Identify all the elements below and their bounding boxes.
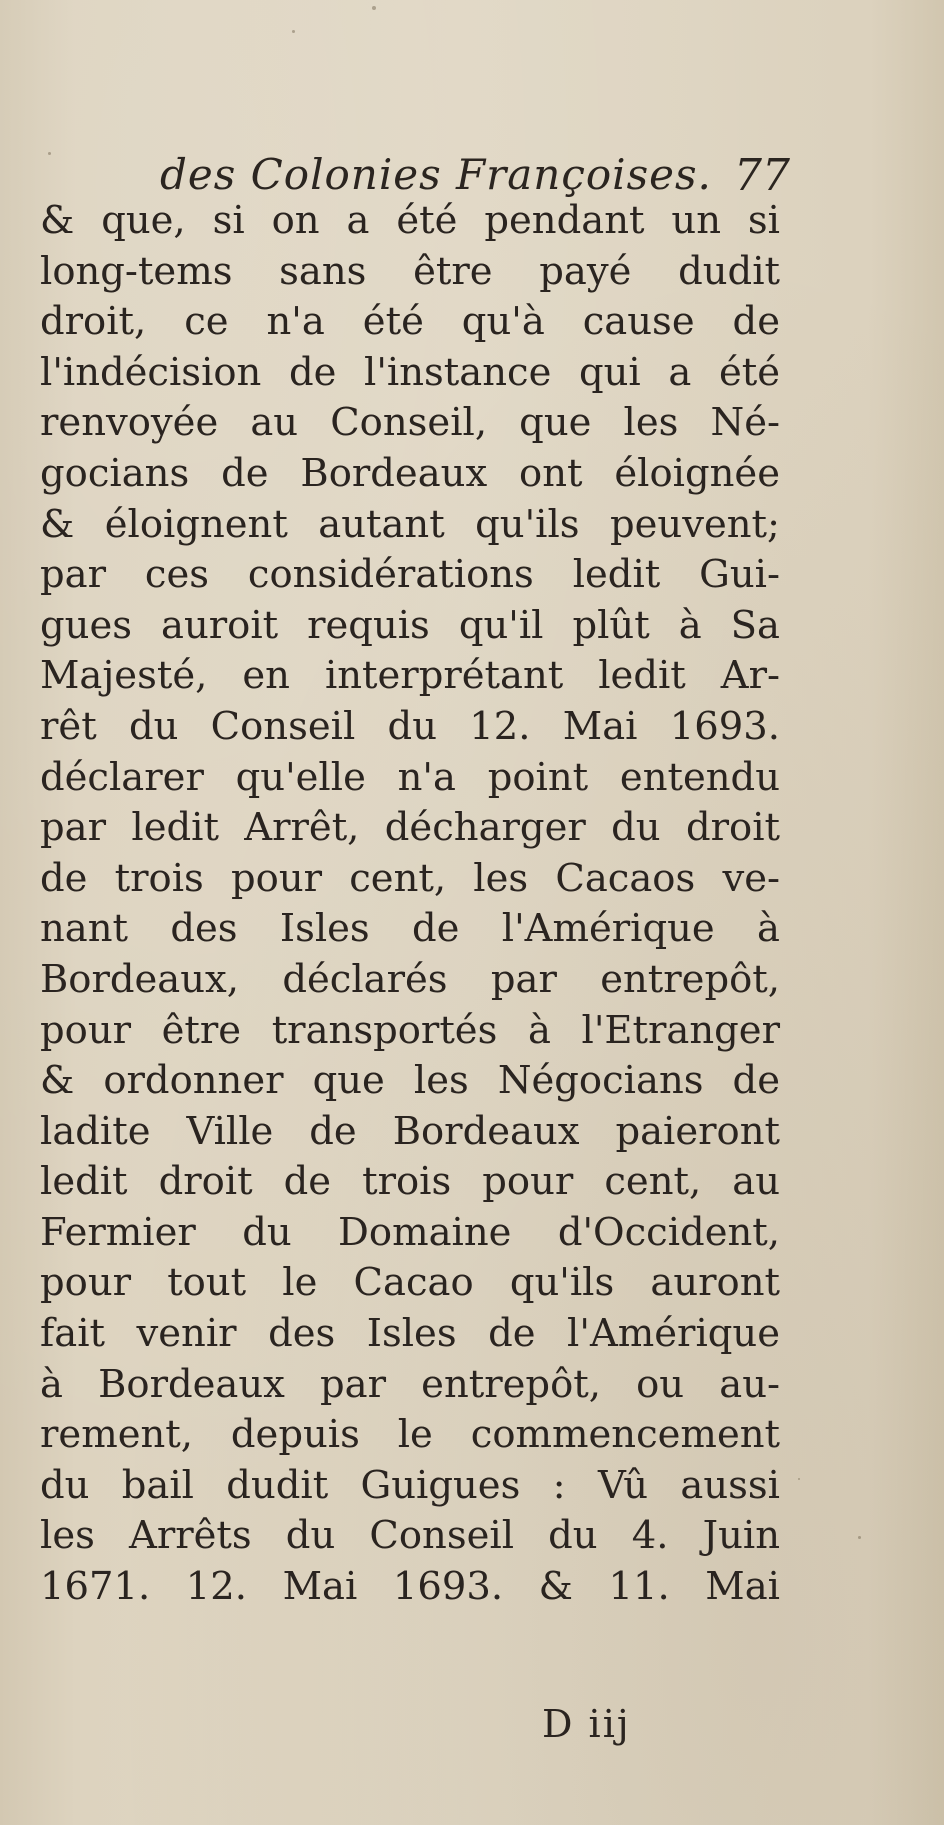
paper-speck bbox=[798, 1478, 800, 1480]
text-line: Majesté, en interprétant ledit Ar- bbox=[40, 653, 780, 699]
text-line: renvoyée au Conseil, que les Né- bbox=[40, 400, 780, 446]
body-text bbox=[40, 196, 780, 1613]
paper-speck bbox=[292, 30, 295, 33]
paper-speck bbox=[858, 1536, 861, 1539]
text-line: & éloignent autant qu'ils peuvent; bbox=[40, 501, 780, 547]
text-line: long-tems sans être payé dudit bbox=[40, 248, 780, 294]
text-line: & que, si on a été pendant un si bbox=[40, 198, 780, 243]
text-line: à Bordeaux par entrepôt, ou au- bbox=[40, 1361, 780, 1407]
text-line: rement, depuis le commencement bbox=[40, 1412, 780, 1458]
text-line: pour être transportés à l'Etranger bbox=[40, 1007, 780, 1053]
signature-mark: D iij bbox=[542, 1702, 631, 1746]
text-line: par ledit Arrêt, décharger du droit bbox=[40, 805, 780, 851]
text-line: les Arrêts du Conseil du 4. Juin bbox=[40, 1513, 780, 1559]
text-line: de trois pour cent, les Cacaos ve- bbox=[40, 855, 780, 901]
text-line: nant des Isles de l'Amérique à bbox=[40, 906, 780, 952]
text-line: Bordeaux, déclarés par entrepôt, bbox=[40, 956, 780, 1002]
text-line: & ordonner que les Négocians de bbox=[40, 1058, 780, 1104]
text-line: gues auroit requis qu'il plût à Sa bbox=[40, 602, 780, 648]
text-line: pour tout le Cacao qu'ils auront bbox=[40, 1260, 780, 1306]
text-line: Fermier du Domaine d'Occident, bbox=[40, 1209, 780, 1255]
text-line: gocians de Bordeaux ont éloignée bbox=[40, 450, 780, 496]
text-line: ladite Ville de Bordeaux paieront bbox=[40, 1108, 780, 1154]
running-head: des Colonies Françoises. bbox=[160, 150, 712, 199]
text-line: fait venir des Isles de l'Amérique bbox=[40, 1311, 780, 1357]
text-line: par ces considérations ledit Gui- bbox=[40, 552, 780, 598]
text-line: déclarer qu'elle n'a point entendu bbox=[40, 754, 780, 800]
text-line: rêt du Conseil du 12. Mai 1693. bbox=[40, 703, 780, 749]
page-number: 77 bbox=[734, 150, 790, 201]
text-line: l'indécision de l'instance qui a été bbox=[40, 349, 780, 395]
text-line: 1671. 12. Mai 1693. & 11. Mai bbox=[40, 1564, 780, 1610]
text-line: ledit droit de trois pour cent, au bbox=[40, 1159, 780, 1205]
text-line: du bail dudit Guigues : Vû aussi bbox=[40, 1462, 780, 1508]
paper-speck bbox=[372, 6, 376, 10]
text-line: droit, ce n'a été qu'à cause de bbox=[40, 299, 780, 345]
